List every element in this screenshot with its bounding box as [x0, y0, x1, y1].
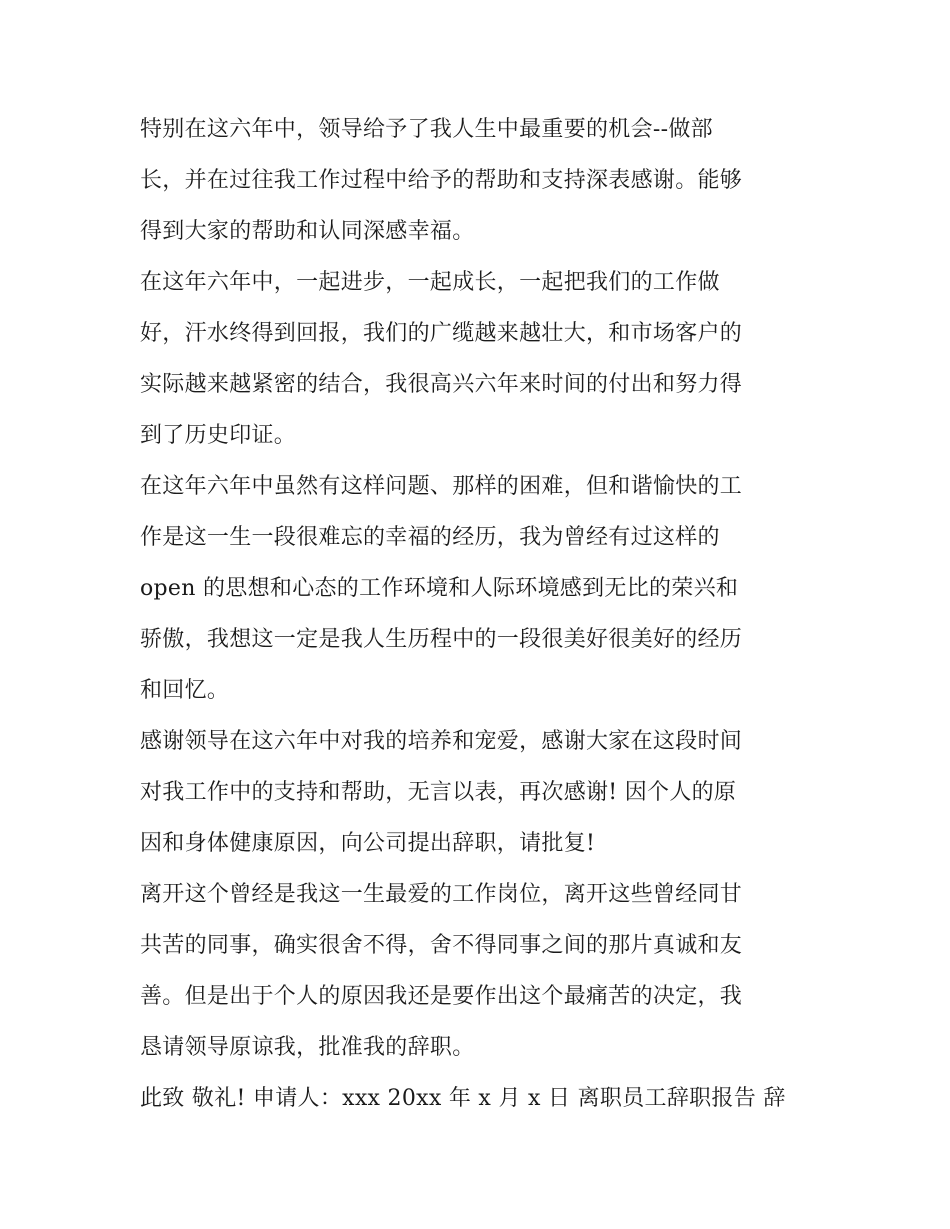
text-line: 离开这个曾经是我这一生最爱的工作岗位，离开这些曾经同甘	[140, 882, 743, 907]
paragraph-thanks-opportunity	[140, 104, 820, 257]
text-line: 骄傲，我想这一定是我人生历程中的一段很美好很美好的经历	[140, 627, 743, 652]
text-line: 共苦的同事，确实很舍不得，舍不得同事之间的那片真诚和友	[140, 933, 743, 958]
text-line: 得到大家的帮助和认同深感幸福。	[140, 219, 475, 244]
text-line: 在这年六年中，一起进步，一起成长，一起把我们的工作做	[140, 270, 720, 295]
text-line: 到了历史印证。	[140, 423, 297, 448]
text-line: 在这年六年中虽然有这样问题、那样的困难，但和谐愉快的工	[140, 474, 743, 499]
text-line: 长，并在过往我工作过程中给予的帮助和支持深表感谢。能够	[140, 168, 743, 193]
text-line: 实际越来越紧密的结合，我很高兴六年来时间的付出和努力得	[140, 372, 743, 397]
text-line: 此致 敬礼! 申请人：xxx 20xx 年 x 月 x 日 离职员工辞职报告 辞	[140, 1086, 786, 1111]
text-line: 对我工作中的支持和帮助，无言以表，再次感谢! 因个人的原	[140, 780, 737, 805]
text-line: open 的思想和心态的工作环境和人际环境感到无比的荣兴和	[140, 576, 739, 601]
paragraph-resignation-request	[140, 716, 820, 869]
text-line: 恳请领导原谅我，批准我的辞职。	[140, 1035, 475, 1060]
document-body	[140, 104, 820, 1124]
text-line: 好，汗水终得到回报，我们的广缆越来越壮大，和市场客户的	[140, 321, 743, 346]
text-line: 特别在这六年中，领导给予了我人生中最重要的机会--做部	[140, 117, 713, 142]
text-line: 善。但是出于个人的原因我还是要作出这个最痛苦的决定，我	[140, 984, 743, 1009]
text-line: 因和身体健康原因，向公司提出辞职，请批复!	[140, 831, 596, 856]
paragraph-farewell	[140, 869, 820, 1073]
text-line: 感谢领导在这六年中对我的培养和宠爱，感谢大家在这段时间	[140, 729, 743, 754]
text-line: 作是这一生一段很难忘的幸福的经历，我为曾经有过这样的	[140, 525, 720, 550]
paragraph-growth	[140, 257, 820, 461]
paragraph-closing	[140, 1073, 820, 1124]
paragraph-experience	[140, 461, 820, 716]
text-line: 和回忆。	[140, 678, 230, 703]
